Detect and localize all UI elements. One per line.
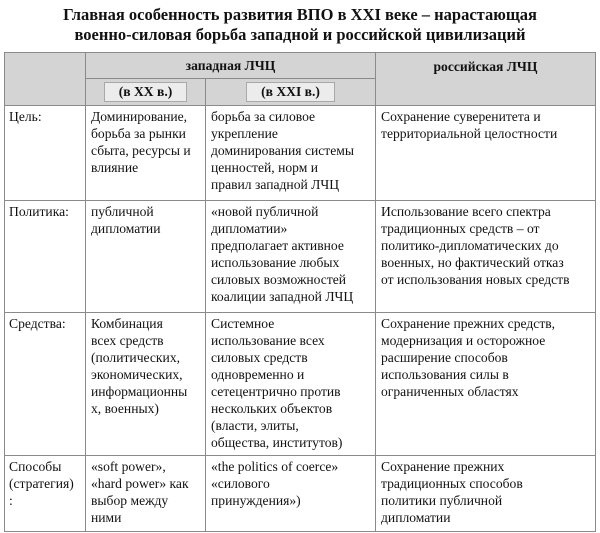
header-century-20-cell xyxy=(86,79,206,106)
comparison-table xyxy=(4,52,596,532)
cell-russian: Сохранение прежних средств, модернизация и осторожное расширение способов использования силы в ограниченных областях xyxy=(376,313,596,456)
cell-russian: Сохранение прежних традиционных способов политики публичной дипломатии xyxy=(376,456,596,532)
title-line-1: Главная особенность развития ВПО в XXI веке – нарастающая xyxy=(63,5,537,24)
table-row xyxy=(5,106,596,201)
row-label: Способы (стратегия) : xyxy=(5,456,86,532)
cell-western-21: Системное использование всех силовых средств одновременно и сетецентрично против нескольких объектов (власти, элиты, общества, институтов) xyxy=(206,313,376,456)
table-row xyxy=(5,456,596,532)
table-row xyxy=(5,313,596,456)
page-title xyxy=(0,0,600,46)
cell-western-20: публичной дипломатии xyxy=(86,201,206,313)
header-western: западная ЛЧЦ xyxy=(86,53,376,79)
header-row-top xyxy=(5,53,596,79)
cell-western-20: «soft power», «hard power» как выбор между ними xyxy=(86,456,206,532)
row-label: Цель: xyxy=(5,106,86,201)
header-russian: российская ЛЧЦ xyxy=(376,53,596,106)
cell-western-21: «the politics of coerce» «силового принуждения») xyxy=(206,456,376,532)
cell-western-20: Доминирование, борьба за рынки сбыта, ресурсы и влияние xyxy=(86,106,206,201)
header-century-21: (в XXI в.) xyxy=(246,82,335,102)
cell-western-21: борьба за силовое укрепление доминирования системы ценностей, норм и правил западной ЛЧЦ xyxy=(206,106,376,201)
header-century-20: (в XX в.) xyxy=(104,82,188,102)
cell-western-21: «новой публичной дипломатии» предполагает активное использование любых силовых возможностей коалиции западной ЛЧЦ xyxy=(206,201,376,313)
table-row xyxy=(5,201,596,313)
header-century-21-cell xyxy=(206,79,376,106)
cell-western-20: Комбинация всех средств (политических, экономических, информационны х, военных) xyxy=(86,313,206,456)
cell-russian: Использование всего спектра традиционных средств – от политико-дипломатических до военных, но фактический отказ от использования новых средств xyxy=(376,201,596,313)
title-line-2: военно-силовая борьба западной и российской цивилизаций xyxy=(74,25,526,44)
cell-russian: Сохранение суверенитета и территориальной целостности xyxy=(376,106,596,201)
row-label: Политика: xyxy=(5,201,86,313)
header-corner-cell xyxy=(5,53,86,106)
row-label: Средства: xyxy=(5,313,86,456)
